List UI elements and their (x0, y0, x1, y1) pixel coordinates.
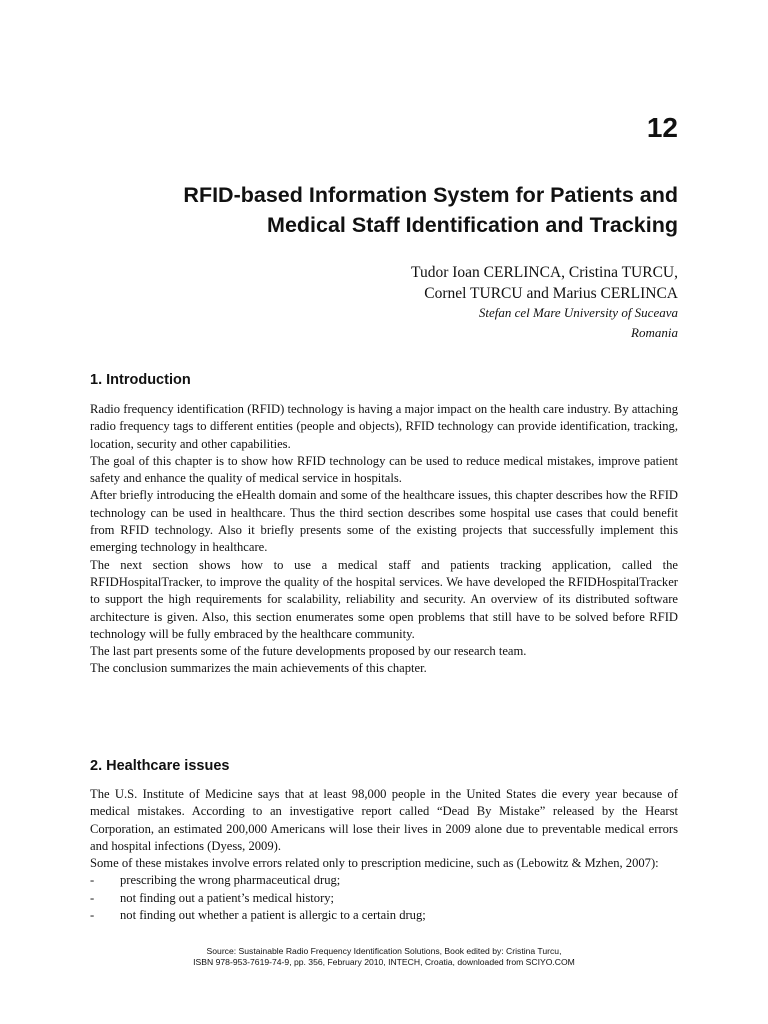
paragraph: The next section shows how to use a medical staff and patients tracking application, called the RFIDHospitalTracker, to improve the quality of the hospital services. We have developed the RFIDHospitalTracker to support the high requirements for scalability, reliability and security. An overview of its distributed software architecture is given. Also, this section enumerates some open problems that still have to be solved before RFID technology will be fully embraced by the healthcare community. (90, 557, 678, 641)
affiliation (118, 303, 678, 343)
author-line-2: Cornel TURCU and Marius CERLINCA (424, 285, 678, 302)
paragraph: The conclusion summarizes the main achievements of this chapter. (90, 661, 427, 676)
paragraph: Radio frequency identification (RFID) technology is having a major impact on the health care industry. By attaching radio frequency tags to different entities (people and objects), RFID technology can provide identification, tracking, location, security and other capabilities. (90, 402, 678, 451)
paragraph: After briefly introducing the eHealth domain and some of the healthcare issues, this chapter describes how the RFID technology can be used in healthcare. Thus the third section describes some hospital use cases that could benefit from RFID technology. Also it briefly presents some of the existing projects that successfully implement this emerging technology in healthcare. (90, 488, 678, 555)
list-marker: - (90, 873, 95, 888)
paragraph: The U.S. Institute of Medicine says that at least 98,000 people in the United States die every year because of medical mistakes. According to an investigative report called “Dead By Mistake” released by the Hearst Corporation, an estimated 200,000 Americans will lose their lives in 2009 alone due to preventable medical errors and hospital infections (Dyess, 2009). (90, 787, 678, 853)
source-footer (0, 946, 768, 968)
affiliation-university: Stefan cel Mare University of Suceava (478, 305, 678, 320)
paragraph: Some of these mistakes involve errors related only to prescription medicine, such as (Lebowitz & Mzhen, 2007): (90, 856, 659, 871)
list-item-text: not finding out a patient’s medical history; (120, 890, 335, 905)
section-heading-introduction: 1. Introduction (90, 372, 191, 388)
list-item (90, 872, 678, 889)
list-item-text: not finding out whether a patient is allergic to a certain drug; (120, 908, 426, 923)
mistake-list (90, 872, 678, 924)
section-body-introduction (90, 401, 678, 678)
author-line-1: Tudor Ioan CERLINCA, Cristina TURCU, (411, 264, 678, 281)
list-item (90, 907, 678, 924)
footer-line-2: ISBN 978-953-7619-74-9, pp. 356, February 2010, INTECH, Croatia, downloaded from SCIYO.COM (193, 957, 575, 967)
chapter-title-line-1: RFID-based Information System for Patients and (183, 183, 678, 207)
paragraph: The last part presents some of the future developments proposed by our research team. (90, 644, 527, 659)
chapter-number: 12 (646, 112, 678, 143)
chapter-title (58, 180, 678, 240)
list-item-text: prescribing the wrong pharmaceutical drug; (120, 873, 341, 888)
list-marker: - (90, 890, 95, 905)
section-heading-healthcare-issues: 2. Healthcare issues (90, 758, 230, 774)
affiliation-country: Romania (631, 325, 678, 340)
chapter-title-line-2: Medical Staff Identification and Tracking (267, 213, 678, 237)
paragraph: The goal of this chapter is to show how RFID technology can be used to reduce medical mistakes, improve patient safety and enhance the quality of medical service in hospitals. (90, 453, 678, 486)
list-marker: - (90, 908, 95, 923)
list-item (90, 890, 678, 907)
footer-line-1: Source: Sustainable Radio Frequency Identification Solutions, Book edited by: Cristina Turcu, (206, 946, 562, 956)
author-list (118, 262, 678, 304)
section-body-healthcare-issues (90, 786, 678, 924)
